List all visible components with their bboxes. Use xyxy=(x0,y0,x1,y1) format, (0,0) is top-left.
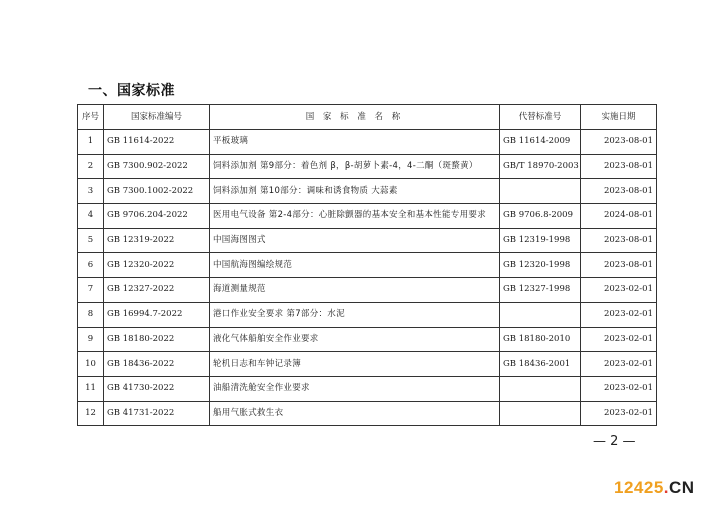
row-implementation-date: 2023-08-01 xyxy=(581,130,657,155)
row-standard-number: GB 9706.204-2022 xyxy=(104,204,210,229)
row-standard-name: 饲料添加剂 第10部分：调味和诱食物质 大蒜素 xyxy=(210,179,500,204)
row-replaced-standard: GB 11614-2009 xyxy=(500,130,581,155)
row-replaced-standard: GB 12319-1998 xyxy=(500,228,581,253)
table-row xyxy=(78,352,657,377)
row-replaced-standard: GB 18436-2001 xyxy=(500,352,581,377)
row-seq: 2 xyxy=(78,154,104,179)
row-implementation-date: 2023-08-01 xyxy=(581,154,657,179)
row-seq: 8 xyxy=(78,302,104,327)
row-seq: 10 xyxy=(78,352,104,377)
row-seq: 6 xyxy=(78,253,104,278)
row-replaced-standard xyxy=(500,401,581,426)
row-seq: 1 xyxy=(78,130,104,155)
row-replaced-standard: GB 18180-2010 xyxy=(500,327,581,352)
row-implementation-date: 2023-02-01 xyxy=(581,302,657,327)
row-seq: 4 xyxy=(78,204,104,229)
table-row xyxy=(78,204,657,229)
row-standard-number: GB 7300.902-2022 xyxy=(104,154,210,179)
row-implementation-date: 2023-08-01 xyxy=(581,179,657,204)
watermark-tld: CN xyxy=(669,478,695,497)
table-header-row xyxy=(78,105,657,130)
row-implementation-date: 2024-08-01 xyxy=(581,204,657,229)
table-row xyxy=(78,278,657,303)
row-implementation-date: 2023-02-01 xyxy=(581,401,657,426)
row-standard-name: 液化气体船舶安全作业要求 xyxy=(210,327,500,352)
row-implementation-date: 2023-08-01 xyxy=(581,253,657,278)
header-implementation-date: 实施日期 xyxy=(581,105,657,130)
row-standard-number: GB 12327-2022 xyxy=(104,278,210,303)
row-replaced-standard xyxy=(500,302,581,327)
header-standard-name: 国 家 标 准 名 称 xyxy=(210,105,500,130)
row-seq: 5 xyxy=(78,228,104,253)
row-seq: 12 xyxy=(78,401,104,426)
table-row xyxy=(78,154,657,179)
header-replaced-standard: 代替标准号 xyxy=(500,105,581,130)
header-seq: 序号 xyxy=(78,105,104,130)
section-heading: 一、国家标准 xyxy=(88,83,175,99)
row-standard-name: 中国航海图编绘规范 xyxy=(210,253,500,278)
row-replaced-standard: GB/T 18970-2003 xyxy=(500,154,581,179)
row-standard-name: 平板玻璃 xyxy=(210,130,500,155)
row-standard-name: 船用气胀式救生衣 xyxy=(210,401,500,426)
row-standard-number: GB 41731-2022 xyxy=(104,401,210,426)
row-seq: 3 xyxy=(78,179,104,204)
row-standard-number: GB 41730-2022 xyxy=(104,376,210,401)
row-implementation-date: 2023-08-01 xyxy=(581,228,657,253)
row-implementation-date: 2023-02-01 xyxy=(581,278,657,303)
row-standard-number: GB 12319-2022 xyxy=(104,228,210,253)
site-watermark xyxy=(614,478,695,498)
row-seq: 11 xyxy=(78,376,104,401)
table-row xyxy=(78,253,657,278)
row-standard-number: GB 7300.1002-2022 xyxy=(104,179,210,204)
watermark-dot: . xyxy=(663,478,670,497)
row-standard-number: GB 16994.7-2022 xyxy=(104,302,210,327)
national-standards-table xyxy=(77,104,657,426)
row-standard-number: GB 12320-2022 xyxy=(104,253,210,278)
table-row xyxy=(78,228,657,253)
table-row xyxy=(78,130,657,155)
row-standard-name: 中国海图图式 xyxy=(210,228,500,253)
watermark-number: 12425 xyxy=(614,478,664,497)
table-row xyxy=(78,327,657,352)
header-standard-number: 国家标准编号 xyxy=(104,105,210,130)
row-replaced-standard xyxy=(500,179,581,204)
row-standard-name: 油船清洗舱安全作业要求 xyxy=(210,376,500,401)
row-replaced-standard: GB 12320-1998 xyxy=(500,253,581,278)
row-replaced-standard: GB 12327-1998 xyxy=(500,278,581,303)
table-row xyxy=(78,401,657,426)
table-row xyxy=(78,376,657,401)
row-standard-name: 港口作业安全要求 第7部分：水泥 xyxy=(210,302,500,327)
row-implementation-date: 2023-02-01 xyxy=(581,352,657,377)
row-implementation-date: 2023-02-01 xyxy=(581,376,657,401)
row-implementation-date: 2023-02-01 xyxy=(581,327,657,352)
row-seq: 9 xyxy=(78,327,104,352)
row-replaced-standard: GB 9706.8-2009 xyxy=(500,204,581,229)
row-replaced-standard xyxy=(500,376,581,401)
row-standard-number: GB 11614-2022 xyxy=(104,130,210,155)
row-standard-name: 饲料添加剂 第9部分：着色剂 β，β-胡萝卜素-4，4-二酮（斑蝥黄） xyxy=(210,154,500,179)
table-row xyxy=(78,179,657,204)
row-standard-number: GB 18436-2022 xyxy=(104,352,210,377)
row-seq: 7 xyxy=(78,278,104,303)
page-number: — 2 — xyxy=(593,434,636,449)
table-row xyxy=(78,302,657,327)
row-standard-name: 轮机日志和车钟记录簿 xyxy=(210,352,500,377)
row-standard-number: GB 18180-2022 xyxy=(104,327,210,352)
row-standard-name: 海道测量规范 xyxy=(210,278,500,303)
row-standard-name: 医用电气设备 第2-4部分：心脏除颤器的基本安全和基本性能专用要求 xyxy=(210,204,500,229)
